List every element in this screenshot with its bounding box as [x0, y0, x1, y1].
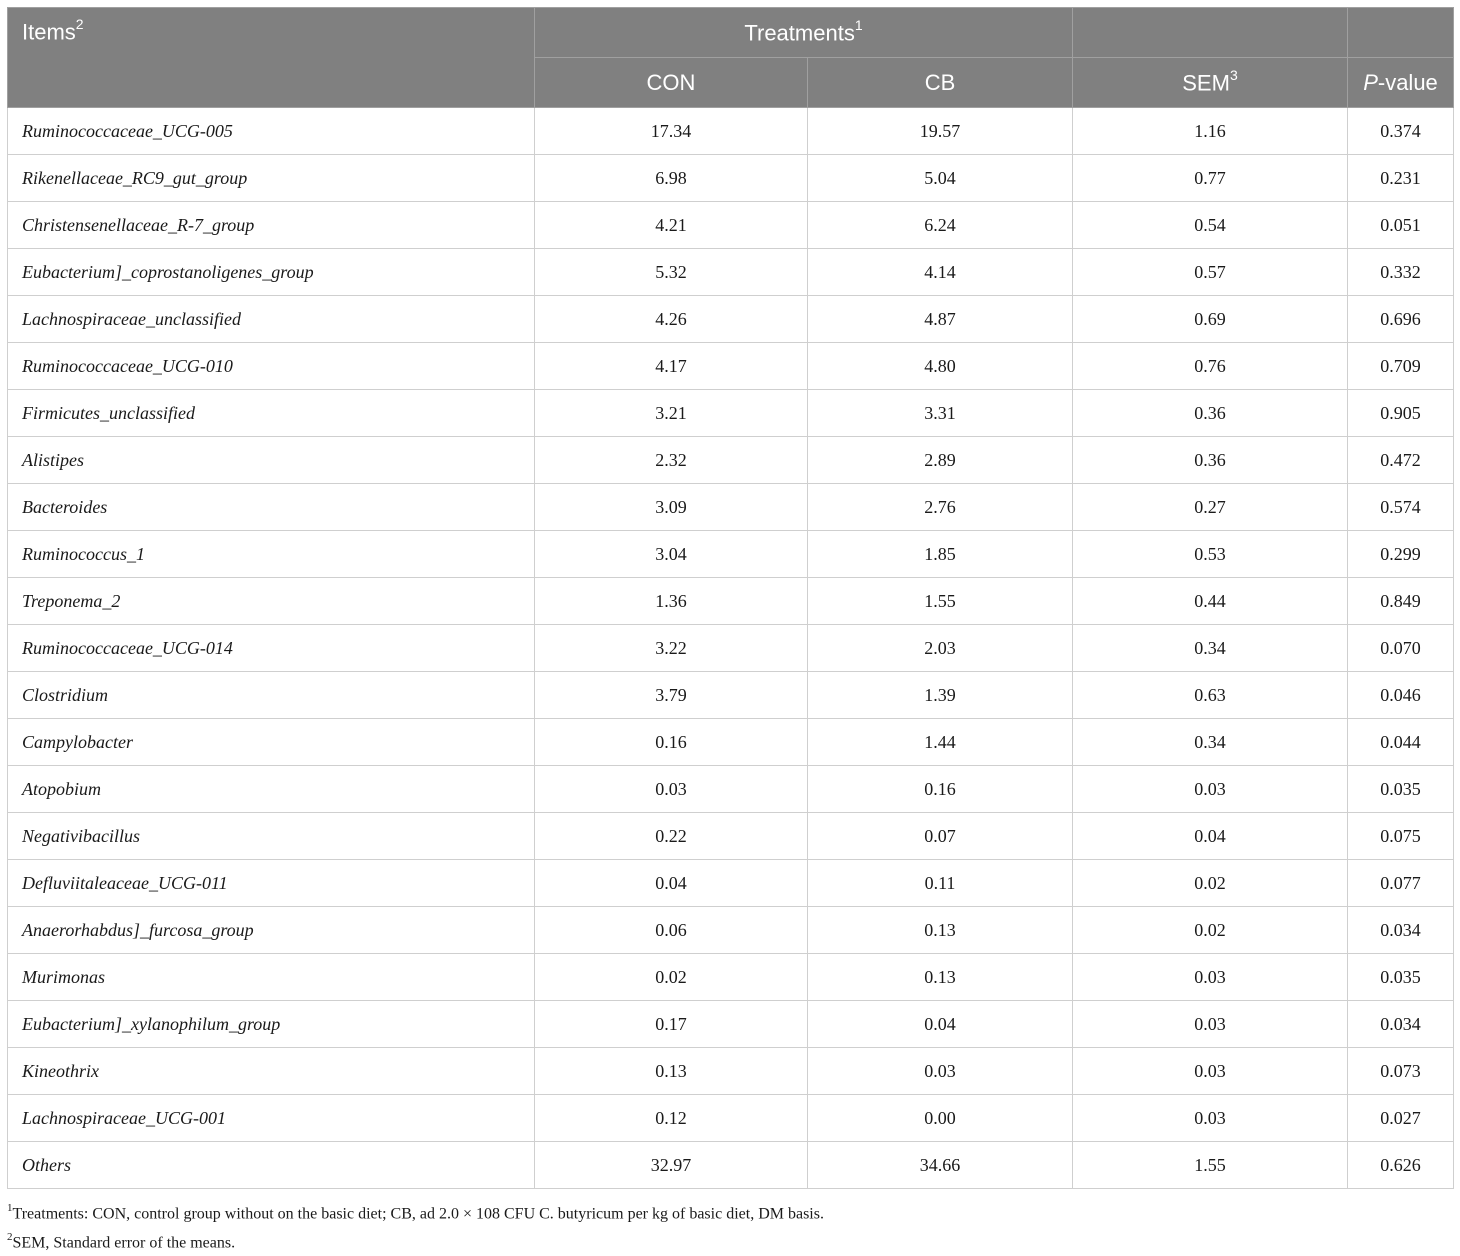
footnotes	[7, 1197, 824, 1256]
con-value-cell: 4.21	[535, 202, 808, 249]
sem-value-cell: 0.69	[1073, 296, 1348, 343]
sem-value-cell: 0.03	[1073, 1048, 1348, 1095]
con-value-cell: 5.32	[535, 249, 808, 296]
item-name-cell: Murimonas	[8, 954, 535, 1001]
item-name-cell: Alistipes	[8, 437, 535, 484]
cb-value-cell: 0.13	[808, 954, 1073, 1001]
cb-value-cell: 0.13	[808, 907, 1073, 954]
con-value-cell: 0.17	[535, 1001, 808, 1048]
cb-value-cell: 2.76	[808, 484, 1073, 531]
table-body	[8, 108, 1454, 1189]
item-name-cell: Bacteroides	[8, 484, 535, 531]
cb-value-cell: 1.85	[808, 531, 1073, 578]
con-value-cell: 3.09	[535, 484, 808, 531]
p-value-cell: 0.035	[1348, 766, 1454, 813]
sem-value-cell: 0.02	[1073, 860, 1348, 907]
table-row	[8, 1048, 1454, 1095]
item-name-cell: Ruminococcaceae_UCG-010	[8, 343, 535, 390]
table-row	[8, 484, 1454, 531]
table-row	[8, 625, 1454, 672]
table-row	[8, 343, 1454, 390]
table-row	[8, 954, 1454, 1001]
sem-value-cell: 0.03	[1073, 954, 1348, 1001]
con-value-cell: 3.04	[535, 531, 808, 578]
p-value-cell: 0.027	[1348, 1095, 1454, 1142]
footnote-1-text: Treatments: CON, control group without on the basic diet; CB, ad 2.0 × 108 CFU C. butyricum per kg of basic diet, DM basis.	[12, 1205, 824, 1223]
item-name-cell: Ruminococcaceae_UCG-014	[8, 625, 535, 672]
con-value-cell: 0.02	[535, 954, 808, 1001]
p-value-cell: 0.696	[1348, 296, 1454, 343]
item-name-cell: Christensenellaceae_R-7_group	[8, 202, 535, 249]
sem-header-sup: 3	[1229, 66, 1238, 83]
sem-value-cell: 0.03	[1073, 766, 1348, 813]
sem-value-cell: 0.03	[1073, 1001, 1348, 1048]
items-header-sup: 2	[75, 16, 84, 32]
table-row	[8, 437, 1454, 484]
p-value-cell: 0.574	[1348, 484, 1454, 531]
con-value-cell: 0.16	[535, 719, 808, 766]
p-value-cell: 0.077	[1348, 860, 1454, 907]
sem-value-cell: 0.54	[1073, 202, 1348, 249]
footnote-1	[7, 1197, 824, 1226]
p-value-header-italic: P	[1363, 69, 1378, 95]
sem-value-cell: 0.77	[1073, 155, 1348, 202]
table-row	[8, 1095, 1454, 1142]
con-value-cell: 3.22	[535, 625, 808, 672]
table-row	[8, 108, 1454, 155]
table-row	[8, 860, 1454, 907]
item-name-cell: Others	[8, 1142, 535, 1189]
item-name-cell: Atopobium	[8, 766, 535, 813]
item-name-cell: Firmicutes_unclassified	[8, 390, 535, 437]
items-header	[8, 8, 535, 108]
p-value-cell: 0.626	[1348, 1142, 1454, 1189]
header-empty-cell	[1073, 8, 1348, 58]
footnote-2-text: SEM, Standard error of the means.	[12, 1234, 236, 1252]
cb-value-cell: 0.11	[808, 860, 1073, 907]
table-row	[8, 719, 1454, 766]
cb-value-cell: 19.57	[808, 108, 1073, 155]
sem-header-label: SEM	[1182, 70, 1230, 96]
sem-value-cell: 0.76	[1073, 343, 1348, 390]
sem-value-cell: 0.57	[1073, 249, 1348, 296]
footnote-2-sup: 2	[7, 1231, 13, 1244]
p-value-cell: 0.709	[1348, 343, 1454, 390]
con-value-cell: 0.03	[535, 766, 808, 813]
con-header: CON	[535, 58, 808, 108]
table-row	[8, 672, 1454, 719]
treatments-header-label: Treatments	[744, 20, 855, 46]
cb-value-cell: 3.31	[808, 390, 1073, 437]
table-row	[8, 296, 1454, 343]
item-name-cell: Rikenellaceae_RC9_gut_group	[8, 155, 535, 202]
cb-value-cell: 1.55	[808, 578, 1073, 625]
sem-value-cell: 0.44	[1073, 578, 1348, 625]
treatments-header	[535, 8, 1073, 58]
con-value-cell: 1.36	[535, 578, 808, 625]
item-name-cell: Lachnospiraceae_unclassified	[8, 296, 535, 343]
p-value-cell: 0.044	[1348, 719, 1454, 766]
p-value-cell: 0.035	[1348, 954, 1454, 1001]
items-header-label: Items	[22, 19, 76, 45]
con-value-cell: 0.06	[535, 907, 808, 954]
con-value-cell: 32.97	[535, 1142, 808, 1189]
table-header	[8, 8, 1454, 108]
p-value-cell: 0.046	[1348, 672, 1454, 719]
con-value-cell: 0.22	[535, 813, 808, 860]
sem-value-cell: 0.36	[1073, 437, 1348, 484]
table-row	[8, 1142, 1454, 1189]
item-name-cell: Lachnospiraceae_UCG-001	[8, 1095, 535, 1142]
table-row	[8, 155, 1454, 202]
sem-value-cell: 0.04	[1073, 813, 1348, 860]
p-value-cell: 0.849	[1348, 578, 1454, 625]
p-value-cell: 0.374	[1348, 108, 1454, 155]
cb-value-cell: 2.89	[808, 437, 1073, 484]
cb-value-cell: 0.04	[808, 1001, 1073, 1048]
p-value-cell: 0.075	[1348, 813, 1454, 860]
p-value-cell: 0.332	[1348, 249, 1454, 296]
con-value-cell: 0.04	[535, 860, 808, 907]
cb-value-cell: 4.14	[808, 249, 1073, 296]
table-row	[8, 249, 1454, 296]
cb-value-cell: 0.16	[808, 766, 1073, 813]
con-value-cell: 4.17	[535, 343, 808, 390]
p-value-cell: 0.034	[1348, 907, 1454, 954]
con-value-cell: 0.13	[535, 1048, 808, 1095]
sem-value-cell: 0.02	[1073, 907, 1348, 954]
table-row	[8, 390, 1454, 437]
sem-value-cell: 0.27	[1073, 484, 1348, 531]
table-row	[8, 907, 1454, 954]
cb-value-cell: 34.66	[808, 1142, 1073, 1189]
data-table-container	[7, 7, 1453, 1189]
item-name-cell: Eubacterium]_xylanophilum_group	[8, 1001, 535, 1048]
cb-value-cell: 5.04	[808, 155, 1073, 202]
item-name-cell: Negativibacillus	[8, 813, 535, 860]
con-value-cell: 17.34	[535, 108, 808, 155]
cb-value-cell: 1.44	[808, 719, 1073, 766]
sem-value-cell: 0.34	[1073, 719, 1348, 766]
cb-value-cell: 0.03	[808, 1048, 1073, 1095]
sem-value-cell: 0.63	[1073, 672, 1348, 719]
item-name-cell: Campylobacter	[8, 719, 535, 766]
sem-value-cell: 1.16	[1073, 108, 1348, 155]
header-empty-cell	[1348, 8, 1454, 58]
con-value-cell: 6.98	[535, 155, 808, 202]
p-value-cell: 0.472	[1348, 437, 1454, 484]
con-value-cell: 2.32	[535, 437, 808, 484]
footnote-1-sup: 1	[7, 1202, 13, 1214]
cb-value-cell: 2.03	[808, 625, 1073, 672]
sem-value-cell: 0.36	[1073, 390, 1348, 437]
p-value-cell: 0.073	[1348, 1048, 1454, 1095]
sem-header	[1073, 58, 1348, 108]
con-value-cell: 3.79	[535, 672, 808, 719]
sem-value-cell: 0.34	[1073, 625, 1348, 672]
p-value-cell: 0.034	[1348, 1001, 1454, 1048]
table-row	[8, 813, 1454, 860]
p-value-cell: 0.070	[1348, 625, 1454, 672]
con-value-cell: 3.21	[535, 390, 808, 437]
item-name-cell: Kineothrix	[8, 1048, 535, 1095]
header-row-1	[8, 8, 1454, 58]
item-name-cell: Defluviitaleaceae_UCG-011	[8, 860, 535, 907]
sem-value-cell: 1.55	[1073, 1142, 1348, 1189]
p-value-header	[1348, 58, 1454, 108]
treatments-header-sup: 1	[854, 16, 863, 33]
table-row	[8, 531, 1454, 578]
p-value-header-rest: -value	[1377, 69, 1438, 95]
item-name-cell: Ruminococcus_1	[8, 531, 535, 578]
cb-value-cell: 6.24	[808, 202, 1073, 249]
table-row	[8, 202, 1454, 249]
cb-value-cell: 4.87	[808, 296, 1073, 343]
table-row	[8, 1001, 1454, 1048]
p-value-cell: 0.905	[1348, 390, 1454, 437]
table-row	[8, 578, 1454, 625]
cb-value-cell: 1.39	[808, 672, 1073, 719]
cb-header: CB	[808, 58, 1073, 108]
table-row	[8, 766, 1454, 813]
p-value-cell: 0.299	[1348, 531, 1454, 578]
p-value-cell: 0.231	[1348, 155, 1454, 202]
item-name-cell: Eubacterium]_coprostanoligenes_group	[8, 249, 535, 296]
sem-value-cell: 0.53	[1073, 531, 1348, 578]
data-table	[7, 7, 1454, 1189]
cb-value-cell: 0.00	[808, 1095, 1073, 1142]
con-value-cell: 0.12	[535, 1095, 808, 1142]
item-name-cell: Treponema_2	[8, 578, 535, 625]
cb-value-cell: 0.07	[808, 813, 1073, 860]
item-name-cell: Clostridium	[8, 672, 535, 719]
footnote-2	[7, 1226, 824, 1255]
item-name-cell: Ruminococcaceae_UCG-005	[8, 108, 535, 155]
p-value-cell: 0.051	[1348, 202, 1454, 249]
sem-value-cell: 0.03	[1073, 1095, 1348, 1142]
item-name-cell: Anaerorhabdus]_furcosa_group	[8, 907, 535, 954]
cb-value-cell: 4.80	[808, 343, 1073, 390]
con-value-cell: 4.26	[535, 296, 808, 343]
